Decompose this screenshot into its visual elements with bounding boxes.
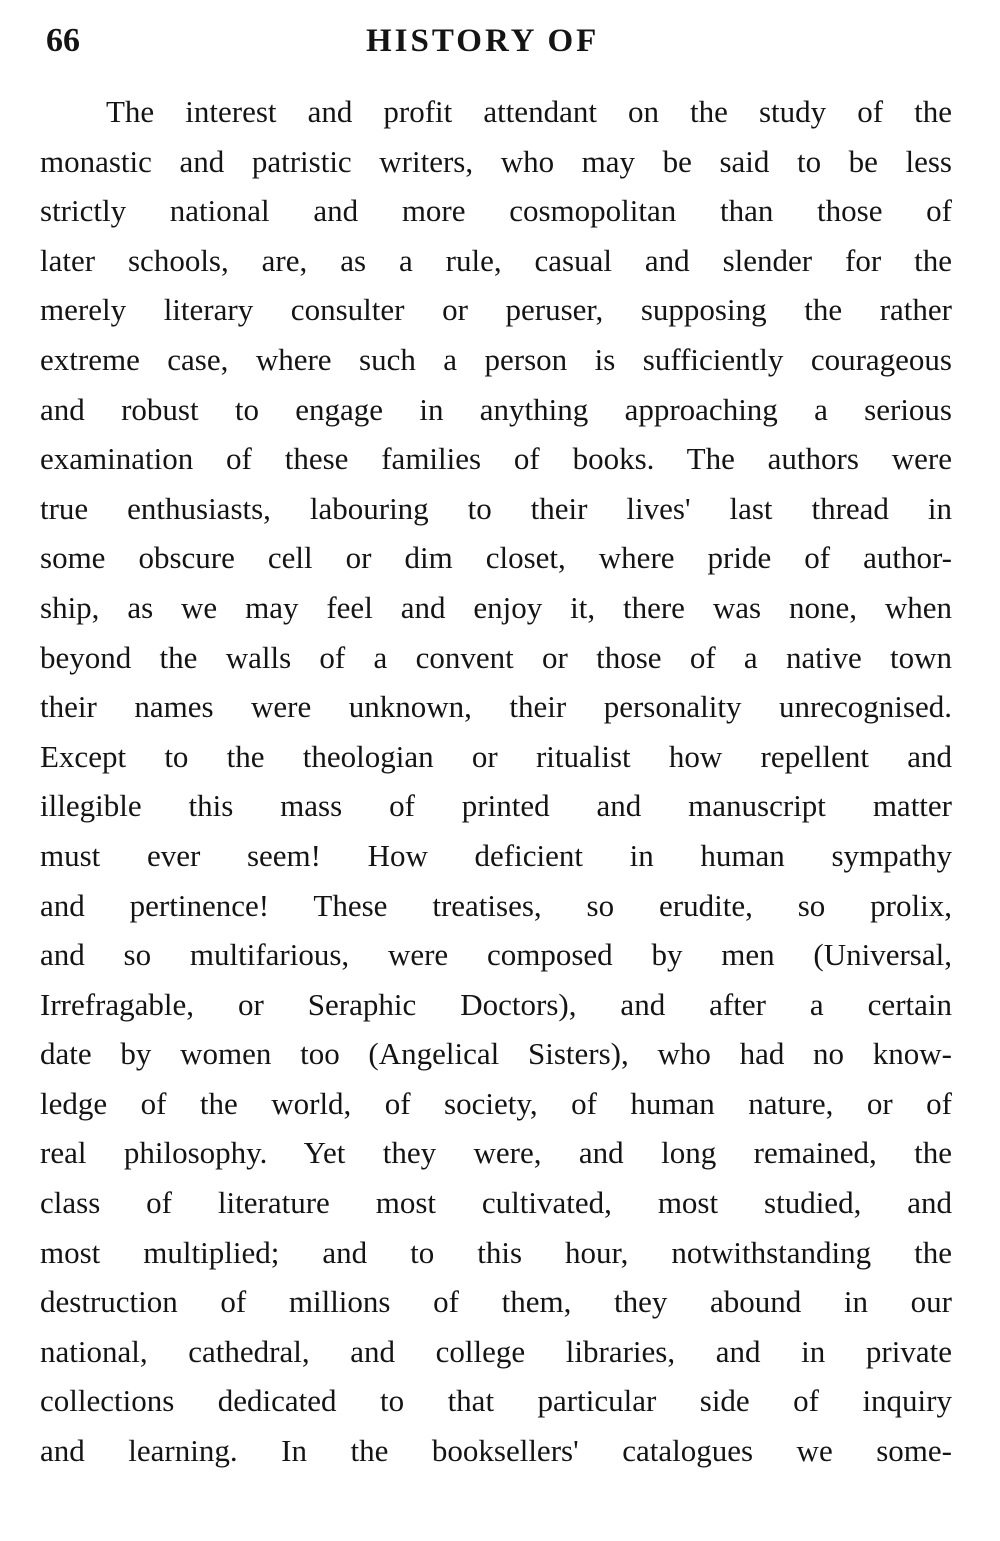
text-line: their names were unknown, their personality unrecognised. [40,689,952,725]
text-line: ledge of the world, of society, of human nature, or of [40,1085,952,1121]
text-line: strictly national and more cosmopolitan than those of [40,193,952,229]
text-line: real philosophy. Yet they were, and long remained, the [40,1135,952,1171]
text-line: national, cathedral, and college libraries, and in private [40,1333,952,1369]
text-line: monastic and patristic writers, who may be said to be less [40,143,952,179]
text-line: Irrefragable, or Seraphic Doctors), and after a certain [40,986,952,1022]
body-text [40,87,952,1476]
text-line: true enthusiasts, labouring to their lives' last thread in [40,490,952,526]
page-number: 66 [46,22,80,59]
text-line: class of literature most cultivated, most studied, and [40,1185,952,1221]
text-line: and learning. In the booksellers' catalogues we some- [40,1433,952,1469]
text-line: most multiplied; and to this hour, notwithstanding the [40,1234,952,1270]
text-line: The interest and profit attendant on the study of the [106,94,952,129]
text-line: Except to the theologian or ritualist how repellent and [40,738,952,774]
text-line: some obscure cell or dim closet, where pride of author- [40,540,952,576]
running-head: HISTORY OF [366,23,600,59]
text-line: and robust to engage in anything approaching a serious [40,391,952,427]
text-line: illegible this mass of printed and manuscript matter [40,788,952,824]
page-header [46,16,954,66]
text-line: extreme case, where such a person is sufficiently courageous [40,341,952,377]
text-line: collections dedicated to that particular side of inquiry [40,1383,952,1419]
text-line: date by women too (Angelical Sisters), who had no know- [40,1036,952,1072]
text-line: and so multifarious, were composed by men (Universal, [40,937,952,973]
text-line: beyond the walls of a convent or those of a native town [40,639,952,675]
text-line: examination of these families of books. The authors were [40,441,952,477]
text-line: merely literary consulter or peruser, supposing the rather [40,292,952,328]
text-line: destruction of millions of them, they abound in our [40,1284,952,1320]
text-line: later schools, are, as a rule, casual and slender for the [40,242,952,278]
text-line: must ever seem! How deficient in human sympathy [40,837,952,873]
text-line: and pertinence! These treatises, so erudite, so prolix, [40,887,952,923]
text-line: ship, as we may feel and enjoy it, there was none, when [40,589,952,625]
